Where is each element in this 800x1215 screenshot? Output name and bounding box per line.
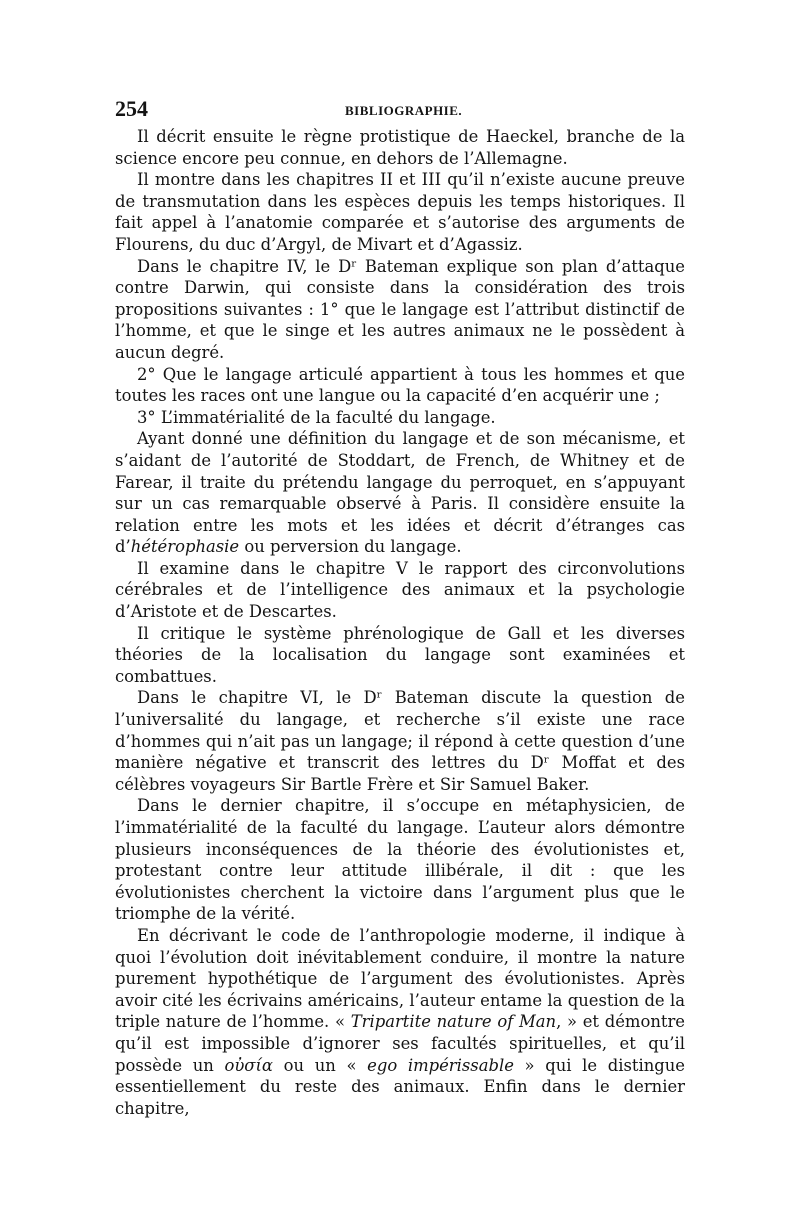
book-page [115,96,685,1119]
text-run: ou un « [273,1055,368,1075]
text-run: Dans le chapitre VI, le Dʳ Bateman discute la question de l’universalité du langage, et recherche s’il existe une race d’hommes qui n’ait pas un langage; il répond à cette question d’une manière négative et transcrit des lettres du Dʳ Moffat et des célèbres voyageurs Sir Bartle Frère et Sir Samuel Baker. [115,688,685,794]
italic-run: οὐσία [224,1055,273,1075]
paragraph [115,623,685,688]
text-run: Dans le chapitre IV, le Dʳ Bateman explique son plan d’attaque contre Darwin, qui consiste dans la considération des trois propositions suivantes : 1° que le langage est l’attribut distinctif de l’homme, et que le singe et les autres animaux ne le possèdent à aucun degré. [115,256,685,362]
text-run: Il montre dans les chapitres II et III qu’il n’existe aucune preuve de transmutation dans les espèces depuis les temps historiques. Il fait appel à l’anatomie comparée et s’autorise des arguments de Flourens, du duc d’Argyl, de Mivart et d’Agassiz. [115,170,685,254]
text-run: Il critique le système phrénologique de Gall et les diverses théories de la localisation du langage sont examinées et combattues. [115,623,685,686]
paragraph [115,687,685,795]
italic-run: hétérophasie [130,537,240,557]
page-header [115,96,685,120]
paragraph [115,795,685,925]
text-run: 2° Que le langage articulé appartient à tous les hommes et que toutes les races ont une langue ou la capacité d’en acquérir une ; [115,364,685,406]
text-run: Dans le dernier chapitre, il s’occupe en métaphysicien, de l’immatérialité de la faculté du langage. L’auteur alors démontre plusieurs inconséquences de la théorie des évolutionistes et, protestant contre leur attitude illibérale, il dit : que les évolutionistes cherchent la victoire dans l’argument plus que le triomphe de la vérité. [115,796,685,924]
paragraph [115,925,685,1119]
text-run: Il examine dans le chapitre V le rapport des circonvolutions cérébrales et de l’intelligence des animaux et la psychologie d’Aristote et de Descartes. [115,558,685,622]
body-text [115,126,685,1119]
running-title: BIBLIOGRAPHIE. [345,103,463,118]
text-run: , » et démontre qu’il est impossible d’ignorer ses facultés spirituelles, et qu’il possède un [115,1012,685,1075]
text-run: En décrivant le code de l’anthropologie moderne, il indique à quoi l’évolution doit inévitablement conduire, il montre la nature purement hypothétique de l’argument des évolutionistes. Après avoir cité les écrivains américains, l’auteur entame la question de la triple nature de l’homme. « [115,925,685,1032]
text-run: » qui le distingue essentiellement du reste des animaux. Enfin dans le dernier chapitre, [115,1055,685,1118]
paragraph [115,407,685,429]
italic-run: Tripartite nature of Man [350,1012,557,1032]
page-number: 254 [115,96,148,121]
paragraph [115,256,685,364]
text-run: Ayant donné une définition du langage et de son mécanisme, et s’aidant de l’autorité de Stoddart, de French, de Whitney et de Farear, il traite du prétendu langage du perroquet, en s’appuyant sur un cas remarquable observé à Paris. Il considère ensuite la relation entre les mots et les idées et décrit d’étranges cas d’ [115,429,685,557]
paragraph [115,428,685,558]
text-run: ou perversion du langage. [239,537,462,557]
text-run: Il décrit ensuite le règne protistique de Haeckel, branche de la science encore peu connue, en dehors de l’Allemagne. [115,127,685,168]
paragraph [115,169,685,255]
text-run: 3° L’immatérialité de la faculté du langage. [137,407,496,427]
paragraph [115,558,685,623]
italic-run: ego impérissable [367,1055,514,1075]
paragraph [115,126,685,169]
paragraph [115,364,685,407]
